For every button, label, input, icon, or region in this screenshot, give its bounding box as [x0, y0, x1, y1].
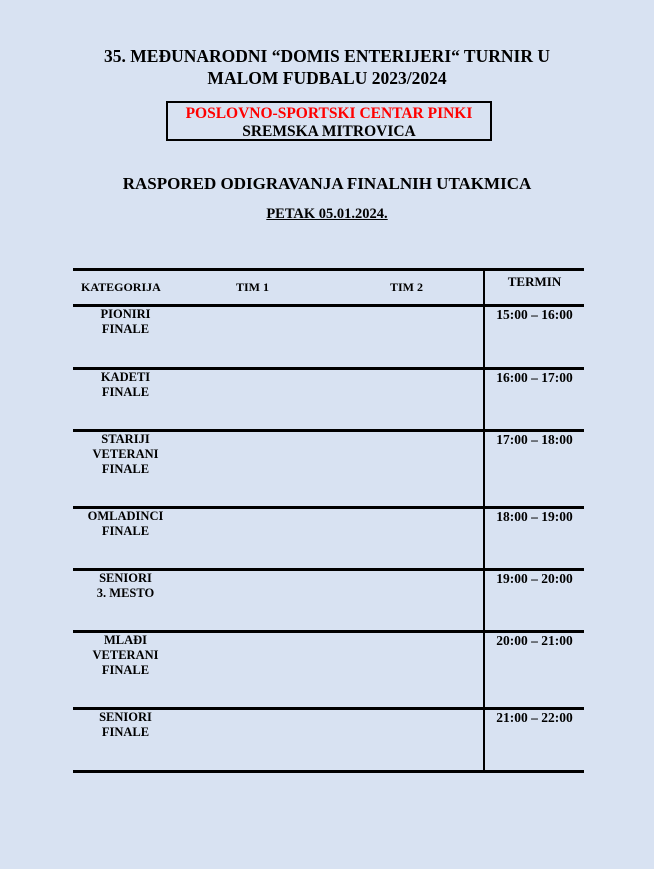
time-cell: 15:00 – 16:00 [484, 306, 584, 369]
category-cell [73, 709, 178, 772]
category-line: SENIORI [99, 571, 152, 585]
category-line: VETERANI [92, 648, 159, 662]
category-line: KADETI [100, 370, 151, 384]
schedule-heading: RASPORED ODIGRAVANJA FINALNIH UTAKMICA [122, 174, 532, 193]
title-line-1: 35. MEĐUNARODNI “DOMIS ENTERIJERI“ TURNIR U [104, 46, 550, 66]
venue-name: POSLOVNO-SPORTSKI CENTAR PINKI [185, 105, 473, 122]
category-line: SENIORI [99, 710, 152, 724]
team1-cell [178, 508, 324, 570]
time-cell: 17:00 – 18:00 [484, 431, 584, 508]
team2-cell [324, 508, 484, 570]
team2-cell [324, 570, 484, 632]
schedule-table [73, 268, 584, 773]
category-cell [73, 508, 178, 570]
table-header-row [73, 270, 584, 306]
team1-cell [178, 431, 324, 508]
category-line: FINALE [101, 322, 150, 336]
schedule-date-text: PETAK 05.01.2024. [266, 206, 388, 222]
category-line: OMLADINCI [87, 509, 164, 523]
time-cell: 21:00 – 22:00 [484, 709, 584, 772]
time-cell: 18:00 – 19:00 [484, 508, 584, 570]
venue-city: SREMSKA MITROVICA [242, 123, 416, 140]
schedule-date [0, 206, 654, 223]
column-header-team1: TIM 1 [178, 270, 324, 306]
category-line: STARIJI [101, 432, 150, 446]
category-line: FINALE [101, 725, 150, 739]
category-line: 3. MESTO [96, 586, 155, 600]
team1-cell [178, 709, 324, 772]
category-line: FINALE [101, 663, 150, 677]
column-header-team2: TIM 2 [324, 270, 484, 306]
category-line: FINALE [101, 462, 150, 476]
team2-cell [324, 709, 484, 772]
table-row [73, 570, 584, 632]
table-row [73, 306, 584, 369]
table-row [73, 709, 584, 772]
team2-cell [324, 431, 484, 508]
category-line: FINALE [101, 524, 150, 538]
category-cell [73, 632, 178, 709]
table-row [73, 369, 584, 431]
table-row [73, 508, 584, 570]
time-cell: 19:00 – 20:00 [484, 570, 584, 632]
table-row [73, 632, 584, 709]
category-cell [73, 369, 178, 431]
time-cell: 20:00 – 21:00 [484, 632, 584, 709]
title-line-2: MALOM FUDBALU 2023/2024 [207, 68, 447, 88]
team1-cell [178, 306, 324, 369]
category-cell [73, 306, 178, 369]
category-cell [73, 570, 178, 632]
document-title [0, 45, 654, 89]
column-header-category: KATEGORIJA [73, 270, 178, 306]
venue-box [166, 101, 492, 141]
table-row [73, 431, 584, 508]
team2-cell [324, 369, 484, 431]
team2-cell [324, 306, 484, 369]
team1-cell [178, 570, 324, 632]
category-cell [73, 431, 178, 508]
time-cell: 16:00 – 17:00 [484, 369, 584, 431]
category-line: FINALE [101, 385, 150, 399]
team2-cell [324, 632, 484, 709]
team1-cell [178, 632, 324, 709]
category-line: MLAĐI [103, 633, 148, 647]
category-line: PIONIRI [100, 307, 151, 321]
category-line: VETERANI [92, 447, 159, 461]
team1-cell [178, 369, 324, 431]
column-header-time: TERMIN [484, 270, 584, 306]
